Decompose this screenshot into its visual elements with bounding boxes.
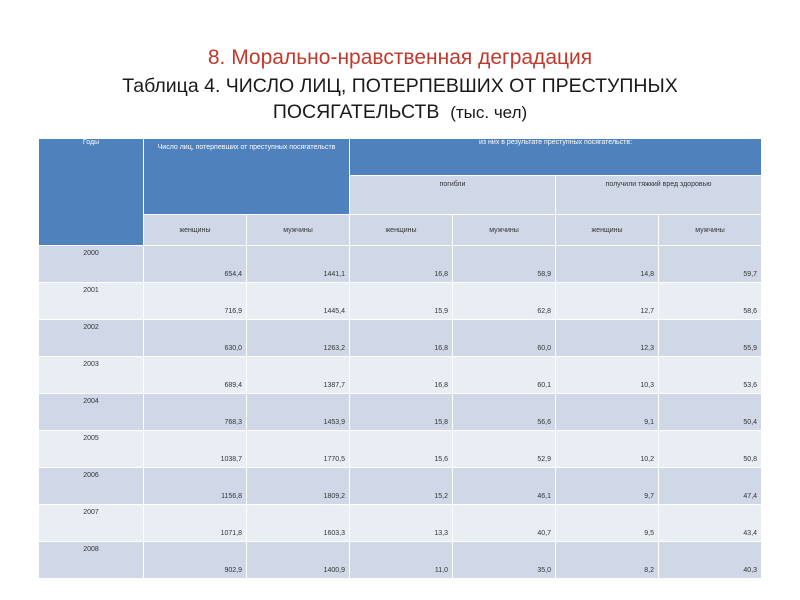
cell-year: 2005 [39,431,144,468]
cell-victims-women: 1038,7 [144,431,247,468]
cell-year: 2006 [39,468,144,505]
cell-victims-men: 1387,7 [247,357,350,394]
cell-injured-men: 40,3 [659,542,762,579]
header-injured-men: мужчины [659,215,762,246]
cell-injured-women: 9,5 [556,505,659,542]
cell-year: 2000 [39,246,144,283]
cell-injured-women: 9,1 [556,394,659,431]
cell-killed-women: 15,9 [350,283,453,320]
slide-title: 8. Морально-нравственная деградация [207,46,593,69]
table-caption [0,73,800,126]
victims-table [38,138,762,579]
table-row [39,394,762,431]
header-victims: Число лиц, потерпевших от преступных посягательств [144,139,350,215]
header-victims-women: женщины [144,215,247,246]
cell-injured-women: 12,3 [556,320,659,357]
cell-victims-men: 1809,2 [247,468,350,505]
table-row [39,542,762,579]
cell-injured-men: 59,7 [659,246,762,283]
table-row [39,283,762,320]
table-row [39,468,762,505]
cell-killed-women: 15,8 [350,394,453,431]
cell-killed-men: 60,1 [453,357,556,394]
header-killed-men: мужчины [453,215,556,246]
cell-injured-women: 14,8 [556,246,659,283]
cell-killed-women: 16,8 [350,357,453,394]
cell-killed-men: 52,9 [453,431,556,468]
header-killed: погибли [350,176,556,215]
cell-killed-women: 15,2 [350,468,453,505]
cell-victims-women: 902,9 [144,542,247,579]
slide-heading [0,44,800,126]
cell-victims-women: 716,9 [144,283,247,320]
cell-victims-men: 1453,9 [247,394,350,431]
cell-killed-men: 60,0 [453,320,556,357]
cell-victims-women: 1071,8 [144,505,247,542]
cell-injured-women: 8,2 [556,542,659,579]
cell-killed-men: 40,7 [453,505,556,542]
cell-injured-men: 58,6 [659,283,762,320]
header-killed-women: женщины [350,215,453,246]
cell-victims-men: 1441,1 [247,246,350,283]
table-row [39,505,762,542]
header-row-1 [39,139,762,176]
cell-killed-men: 62,8 [453,283,556,320]
cell-victims-women: 689,4 [144,357,247,394]
cell-injured-women: 9,7 [556,468,659,505]
cell-year: 2001 [39,283,144,320]
table-row [39,320,762,357]
cell-year: 2002 [39,320,144,357]
table-row [39,246,762,283]
table-row [39,431,762,468]
cell-killed-women: 15,6 [350,431,453,468]
cell-killed-men: 56,6 [453,394,556,431]
header-injured: получили тяжкий вред здоровью [556,176,762,215]
cell-year: 2004 [39,394,144,431]
cell-victims-women: 768,3 [144,394,247,431]
cell-victims-men: 1603,3 [247,505,350,542]
cell-injured-men: 43,4 [659,505,762,542]
table-caption-line2-text: ПОСЯГАТЕЛЬСТВ [272,101,440,123]
header-injured-women: женщины [556,215,659,246]
table-caption-line2 [0,99,800,126]
table-caption-line1: Таблица 4. ЧИСЛО ЛИЦ, ПОТЕРПЕВШИХ ОТ ПРЕСТУПНЫХ [122,75,678,97]
cell-victims-women: 1156,8 [144,468,247,505]
cell-injured-women: 10,3 [556,357,659,394]
cell-year: 2003 [39,357,144,394]
cell-victims-men: 1400,9 [247,542,350,579]
cell-year: 2007 [39,505,144,542]
cell-year: 2008 [39,542,144,579]
header-years: Годы [39,139,144,246]
header-row-3 [39,215,762,246]
cell-killed-men: 35,0 [453,542,556,579]
header-resulting: из них в результате преступных посягательств: [350,139,762,176]
cell-injured-women: 10,2 [556,431,659,468]
cell-injured-men: 47,4 [659,468,762,505]
cell-victims-men: 1770,5 [247,431,350,468]
cell-killed-women: 11,0 [350,542,453,579]
table-row [39,357,762,394]
cell-injured-men: 50,8 [659,431,762,468]
cell-killed-women: 16,8 [350,246,453,283]
cell-victims-women: 654,4 [144,246,247,283]
cell-injured-men: 50,4 [659,394,762,431]
cell-killed-men: 58,9 [453,246,556,283]
cell-victims-men: 1263,2 [247,320,350,357]
header-victims-men: мужчины [247,215,350,246]
cell-victims-men: 1445,4 [247,283,350,320]
cell-killed-women: 16,8 [350,320,453,357]
cell-injured-men: 55,9 [659,320,762,357]
cell-killed-men: 46,1 [453,468,556,505]
cell-victims-women: 630,0 [144,320,247,357]
cell-killed-women: 13,3 [350,505,453,542]
cell-injured-women: 12,7 [556,283,659,320]
table-units: (тыс. чел) [450,103,528,122]
cell-injured-men: 53,6 [659,357,762,394]
